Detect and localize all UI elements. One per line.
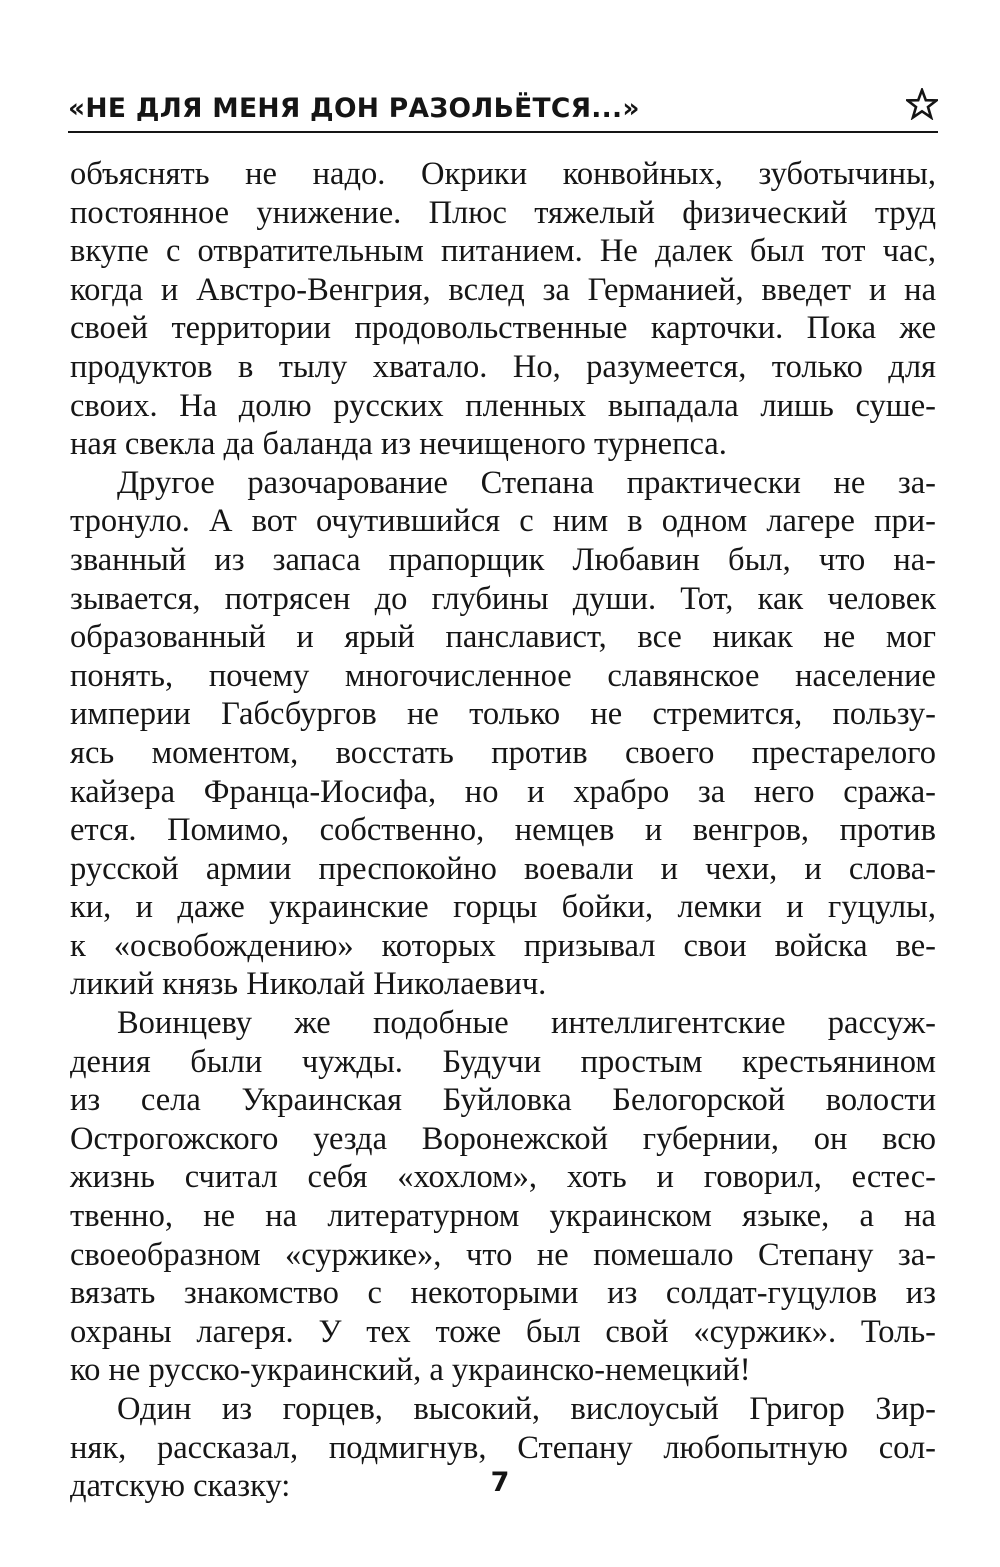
text-line: империи Габсбургов не только не стремится, пользу- xyxy=(70,696,936,733)
text-line: Один из горцев, высокий, вислоусый Григор Зир- xyxy=(117,1391,936,1427)
text-line: званный из запаса прапорщик Любавин был, что на- xyxy=(70,541,936,578)
text-line: твенно, не на литературном украинском языке, а на xyxy=(70,1198,936,1235)
paragraph xyxy=(70,1004,936,1390)
text-line: своей территории продовольственные карточки. Пока же xyxy=(70,310,936,347)
text-line: вкупе с отвратительным питанием. Не далек был тот час, xyxy=(70,233,936,270)
text-line: тронуло. А вот очутившийся с ним в одном лагере при- xyxy=(70,503,936,540)
text-line: вязать знакомство с некоторыми из солдат-гуцулов из xyxy=(70,1275,936,1312)
text-line: жизнь считал себя «хохлом», хоть и говорил, естес- xyxy=(70,1159,936,1196)
star-outline-icon xyxy=(906,88,938,120)
text-line: ликий князь Николай Николаевич. xyxy=(70,966,547,1003)
running-header xyxy=(68,91,938,135)
text-line: из села Украинская Буйловка Белогорской волости xyxy=(70,1082,936,1119)
text-line: ясь моментом, восстать против своего престарелого xyxy=(70,734,936,771)
text-line: русской армии преспокойно воевали и чехи, и слова- xyxy=(70,850,936,887)
text-line: ется. Помимо, собственно, немцев и венгров, против xyxy=(70,812,936,849)
text-line: ко не русско-украинский, а украинско-немецкий! xyxy=(70,1352,751,1389)
text-line: ки, и даже украинские горцы бойки, лемки и гуцулы, xyxy=(70,889,936,926)
text-line: дения были чужды. Будучи простым крестьянином xyxy=(70,1043,936,1080)
body-text xyxy=(70,155,936,1506)
text-line: Другое разочарование Степана практически не за- xyxy=(117,464,936,501)
text-line: образованный и ярый панславист, все никак не мог xyxy=(70,619,936,656)
text-line: когда и Австро-Венгрия, вслед за Германией, введет и на xyxy=(70,271,936,308)
paragraph xyxy=(70,464,936,1004)
paragraph xyxy=(70,155,936,464)
text-line: объяснять не надо. Окрики конвойных, зуботычины, xyxy=(70,156,936,192)
running-header-title: «НЕ ДЛЯ МЕНЯ ДОН РАЗОЛЬЁТСЯ...» xyxy=(68,93,640,124)
text-line: ная свекла да баланда из нечищеного турнепса. xyxy=(70,426,727,463)
text-line: датскую сказку: xyxy=(70,1468,291,1505)
text-line: понять, почему многочисленное славянское население xyxy=(70,657,936,694)
text-line: продуктов в тылу хватало. Но, разумеется, только для xyxy=(70,348,936,385)
text-line: Острогожского уезда Воронежской губернии, он всю xyxy=(70,1120,936,1157)
text-line: охраны лагеря. У тех тоже был свой «суржик». Толь- xyxy=(70,1313,936,1350)
text-line: постоянное унижение. Плюс тяжелый физический труд xyxy=(70,194,936,231)
header-divider xyxy=(68,131,938,133)
text-line: своеобразном «суржике», что не помешало Степану за- xyxy=(70,1236,936,1273)
text-line: няк, рассказал, подмигнув, Степану любопытную сол- xyxy=(70,1429,936,1466)
text-line: кайзера Франца-Иосифа, но и храбро за него сража- xyxy=(70,773,936,810)
text-line: зывается, потрясен до глубины души. Тот, как человек xyxy=(70,580,936,617)
text-line: к «освобождению» которых призывал свои войска ве- xyxy=(70,927,936,964)
page-number: 7 xyxy=(490,1467,510,1498)
text-line: своих. На долю русских пленных выпадала лишь суше- xyxy=(70,387,936,424)
text-line: Воинцеву же подобные интеллигентские рассуж- xyxy=(117,1005,936,1042)
